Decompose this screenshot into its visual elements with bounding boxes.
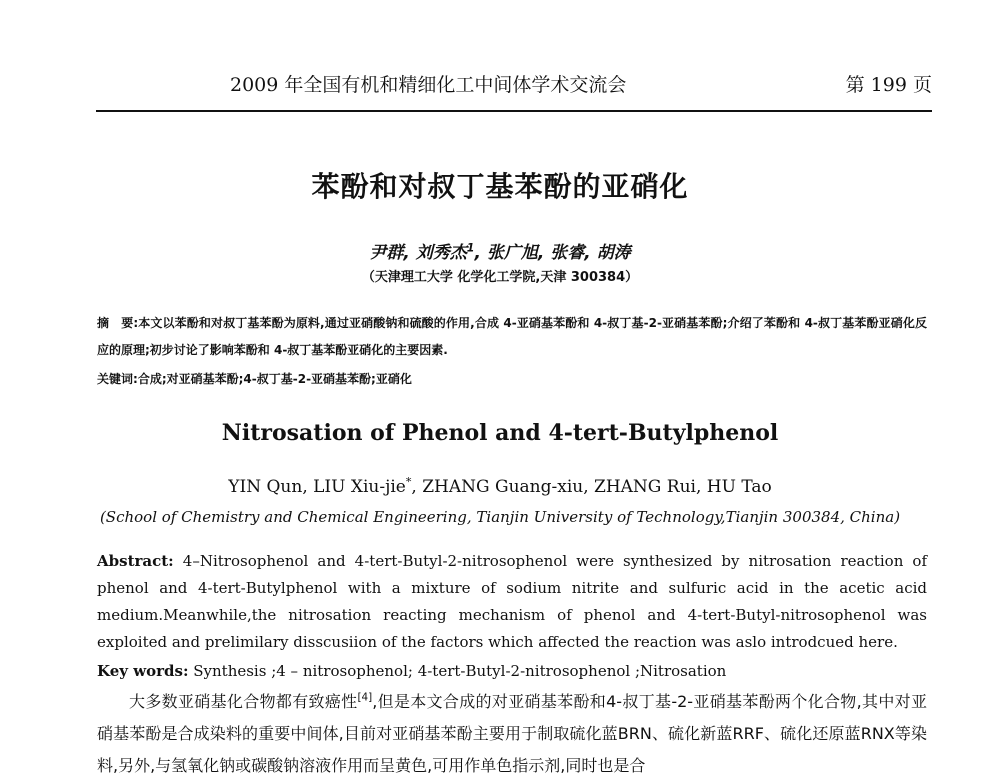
- conference-title: 2009 年全国有机和精细化工中间体学术交流会: [230, 74, 627, 96]
- english-author-mark: *: [405, 475, 412, 489]
- body-text-part1: 大多数亚硝基化合物都有致癌性: [129, 692, 358, 711]
- running-header: [96, 70, 932, 104]
- citation-ref: [4]: [357, 691, 373, 704]
- chinese-author-mark: 1: [466, 241, 475, 255]
- english-authors-rest: , ZHANG Guang-xiu, ZHANG Rui, HU Tao: [411, 477, 772, 497]
- body-paragraph: [97, 686, 927, 782]
- english-affiliation: (School of Chemistry and Chemical Engineering, Tianjin University of Technology,Tianjin 300384, China): [99, 508, 901, 526]
- english-abstract: [97, 548, 927, 656]
- chinese-affiliation: （天津理工大学 化学化工学院,天津 300384）: [361, 270, 639, 285]
- chinese-abstract: [97, 310, 927, 364]
- english-authors-first: YIN Qun, LIU Xiu-jie: [228, 477, 406, 497]
- english-keywords-label: Key words:: [97, 662, 189, 680]
- chinese-abstract-text: 本文以苯酚和对叔丁基苯酚为原料,通过亚硝酸钠和硫酸的作用,合成 4-亚硝基苯酚和 4-叔丁基-2-亚硝基苯酚;介绍了苯酚和 4-叔丁基苯酚亚硝化反应的原理;初步讨论了影响苯酚和 4-叔丁基苯酚亚硝化的主要因素.: [97, 316, 927, 357]
- chinese-keywords: [97, 366, 927, 393]
- english-title: Nitrosation of Phenol and 4-tert-Butylphenol: [221, 420, 779, 446]
- page-number: 第 199 页: [845, 74, 932, 96]
- header-rule: [96, 110, 932, 112]
- chinese-title: 苯酚和对叔丁基苯酚的亚硝化: [311, 170, 689, 203]
- body-text-part2: ,但是本文合成的对亚硝基苯酚和4-叔丁基-2-亚硝基苯酚两个化合物,其中对亚硝基苯酚是合成染料的重要中间体,目前对亚硝基苯酚主要用于制取硫化蓝BRN、硫化新蓝RRF、硫化还原蓝RNX等染料,另外,与氢氧化钠或碳酸钠溶液作用而呈黄色,可用作单色指示剂,同时也是合: [97, 692, 927, 775]
- english-keywords: [97, 660, 927, 682]
- chinese-authors-rest: , 张广旭, 张睿, 胡涛: [474, 243, 631, 263]
- chinese-keywords-text: 合成;对亚硝基苯酚;4-叔丁基-2-亚硝基苯酚;亚硝化: [137, 372, 412, 386]
- english-keywords-text: Synthesis ;4 – nitrosophenol; 4-tert-Butyl-2-nitrosophenol ;Nitrosation: [188, 662, 727, 680]
- chinese-authors-first: 尹群, 刘秀杰: [369, 243, 467, 263]
- english-abstract-text: 4–Nitrosophenol and 4-tert-Butyl-2-nitrosophenol were synthesized by nitrosation reaction of phenol and 4-tert-Butylphenol with a mixture of sodium nitrite and sulfuric acid in the acetic acid medium.Meanwhile,the nitrosation reacting mechanism of phenol and 4-tert-Butyl-nitrosophenol was exploited and prelimilary disscusiion of the factors which affected the reaction was aslo introdcued here.: [97, 552, 927, 651]
- chinese-keywords-label: 关键词:: [97, 372, 138, 386]
- chinese-authors: [0, 238, 1000, 263]
- chinese-abstract-label: 摘 要:: [97, 316, 139, 330]
- english-abstract-label: Abstract:: [97, 552, 174, 570]
- english-authors: [0, 477, 1000, 497]
